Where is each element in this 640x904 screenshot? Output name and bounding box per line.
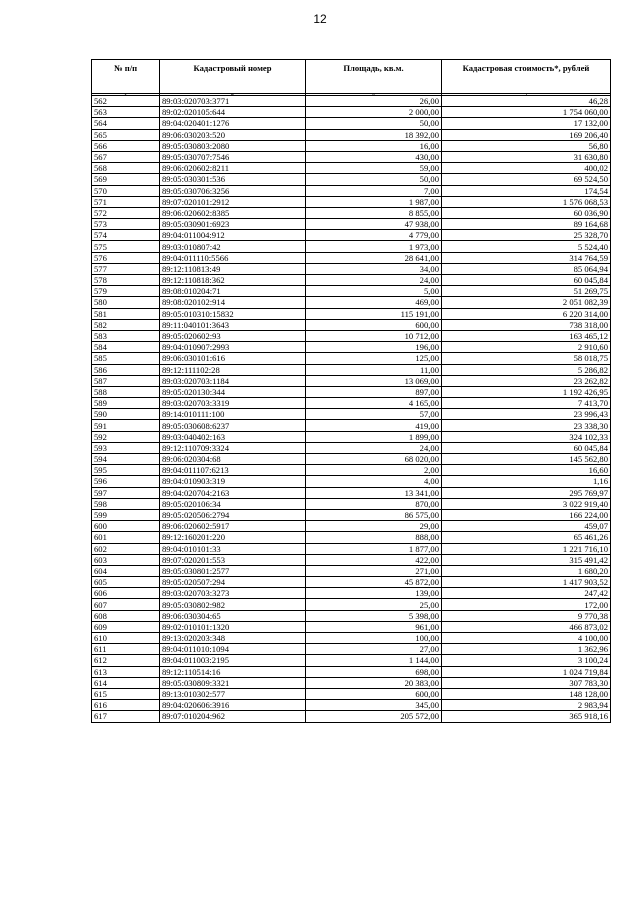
row-number: 592 (92, 431, 160, 442)
row-number: 581 (92, 308, 160, 319)
cost-value: 1,16 (442, 476, 611, 487)
table-row (92, 129, 611, 140)
cost-value: 25 328,70 (442, 230, 611, 241)
area-value: 18 392,00 (306, 129, 442, 140)
area-value: 57,00 (306, 409, 442, 420)
area-value: 28 641,00 (306, 252, 442, 263)
cost-value: 17 132,00 (442, 118, 611, 129)
cost-value: 31 630,80 (442, 151, 611, 162)
cost-value: 247,42 (442, 588, 611, 599)
table-row (92, 487, 611, 498)
area-value: 115 191,00 (306, 308, 442, 319)
cost-value: 365 918,16 (442, 711, 611, 722)
cost-value: 148 128,00 (442, 688, 611, 699)
area-value: 47 938,00 (306, 219, 442, 230)
cadastral-number: 89:06:020602:8211 (160, 163, 306, 174)
table-row (92, 409, 611, 420)
cadastral-number: 89:05:030801:2577 (160, 565, 306, 576)
table-row (92, 420, 611, 431)
cost-value: 1 417 903,52 (442, 577, 611, 588)
row-number: 584 (92, 342, 160, 353)
cadastral-number: 89:05:030608:6237 (160, 420, 306, 431)
area-value: 196,00 (306, 342, 442, 353)
area-value: 27,00 (306, 644, 442, 655)
cadastral-number: 89:04:020401:1276 (160, 118, 306, 129)
table-row (92, 655, 611, 666)
table-row (92, 644, 611, 655)
table-row (92, 140, 611, 151)
row-number: 572 (92, 207, 160, 218)
row-number: 575 (92, 241, 160, 252)
row-number: 597 (92, 487, 160, 498)
row-number: 577 (92, 263, 160, 274)
cost-value: 2 983,94 (442, 700, 611, 711)
table-row (92, 554, 611, 565)
cadastral-number: 89:03:020703:3273 (160, 588, 306, 599)
cost-value: 163 465,12 (442, 330, 611, 341)
cadastral-number: 89:04:020606:3916 (160, 700, 306, 711)
table-row (92, 633, 611, 644)
cost-value: 23 338,30 (442, 420, 611, 431)
row-number: 568 (92, 163, 160, 174)
table-row (92, 230, 611, 241)
cost-value: 174,54 (442, 185, 611, 196)
area-value: 2 000,00 (306, 107, 442, 118)
cadastral-number: 89:04:010101:33 (160, 543, 306, 554)
table-row (92, 196, 611, 207)
table-row (92, 96, 611, 107)
cost-value: 466 873,02 (442, 621, 611, 632)
cost-value: 738 318,00 (442, 319, 611, 330)
area-value: 888,00 (306, 532, 442, 543)
cadastral-number: 89:03:040402:163 (160, 431, 306, 442)
row-number: 570 (92, 185, 160, 196)
cadastral-number: 89:06:030101:616 (160, 353, 306, 364)
cadastral-number: 89:04:010903:319 (160, 476, 306, 487)
area-value: 100,00 (306, 633, 442, 644)
area-value: 1 144,00 (306, 655, 442, 666)
table-row (92, 688, 611, 699)
cost-value: 1 221 716,10 (442, 543, 611, 554)
area-value: 419,00 (306, 420, 442, 431)
table-row (92, 297, 611, 308)
area-value: 1 987,00 (306, 196, 442, 207)
cadastral-number: 89:04:011010:1094 (160, 644, 306, 655)
area-value: 698,00 (306, 666, 442, 677)
row-number: 598 (92, 498, 160, 509)
area-value: 139,00 (306, 588, 442, 599)
row-number: 587 (92, 375, 160, 386)
table-row (92, 342, 611, 353)
table-row (92, 174, 611, 185)
cadastral-number: 89:05:030301:536 (160, 174, 306, 185)
cadastral-number: 89:06:020602:8385 (160, 207, 306, 218)
cost-value: 56,80 (442, 140, 611, 151)
cost-value: 145 562,80 (442, 454, 611, 465)
row-number: 573 (92, 219, 160, 230)
row-number: 578 (92, 275, 160, 286)
row-number: 606 (92, 588, 160, 599)
area-value: 897,00 (306, 386, 442, 397)
table-row (92, 286, 611, 297)
table-row (92, 588, 611, 599)
cost-value: 85 064,94 (442, 263, 611, 274)
row-number: 574 (92, 230, 160, 241)
cost-value: 315 491,42 (442, 554, 611, 565)
table-row (92, 442, 611, 453)
cadastral-number: 89:07:020201:553 (160, 554, 306, 565)
cadastral-number: 89:05:030803:2080 (160, 140, 306, 151)
row-number: 569 (92, 174, 160, 185)
table-row (92, 565, 611, 576)
table-row (92, 543, 611, 554)
table-header-row (92, 60, 611, 94)
area-value: 45 872,00 (306, 577, 442, 588)
cadastral-number: 89:12:160201:220 (160, 532, 306, 543)
cadastral-number: 89:03:020703:3771 (160, 96, 306, 107)
cadastral-number: 89:05:030707:7546 (160, 151, 306, 162)
table-row (92, 319, 611, 330)
area-value: 13 069,00 (306, 375, 442, 386)
cadastral-number: 89:12:110514:16 (160, 666, 306, 677)
area-value: 11,00 (306, 364, 442, 375)
cadastral-number: 89:12:111102:28 (160, 364, 306, 375)
row-number: 563 (92, 107, 160, 118)
row-number: 595 (92, 465, 160, 476)
cadastral-number: 89:08:010204:71 (160, 286, 306, 297)
area-value: 50,00 (306, 118, 442, 129)
cadastral-number: 89:05:020106:34 (160, 498, 306, 509)
row-number: 600 (92, 521, 160, 532)
cadastral-number: 89:05:030802:982 (160, 599, 306, 610)
row-number: 612 (92, 655, 160, 666)
area-value: 24,00 (306, 275, 442, 286)
area-value: 600,00 (306, 319, 442, 330)
cost-value: 89 164,68 (442, 219, 611, 230)
area-value: 4,00 (306, 476, 442, 487)
cost-value: 314 764,59 (442, 252, 611, 263)
header-cadastral-number: Кадастровый номер (160, 60, 306, 94)
cadastral-number: 89:04:011004:912 (160, 230, 306, 241)
cost-value: 69 524,50 (442, 174, 611, 185)
area-value: 29,00 (306, 521, 442, 532)
row-number: 599 (92, 509, 160, 520)
table-row (92, 711, 611, 722)
cost-value: 166 224,00 (442, 509, 611, 520)
row-number: 588 (92, 386, 160, 397)
page-number: 12 (313, 12, 327, 26)
table-body (92, 96, 611, 723)
cadastral-number: 89:02:020105:644 (160, 107, 306, 118)
area-value: 345,00 (306, 700, 442, 711)
cost-value: 6 220 314,00 (442, 308, 611, 319)
area-value: 4 165,00 (306, 398, 442, 409)
cost-value: 23 996,43 (442, 409, 611, 420)
table-row (92, 163, 611, 174)
area-value: 16,00 (306, 140, 442, 151)
area-value: 5 398,00 (306, 610, 442, 621)
table-row (92, 353, 611, 364)
table-row (92, 219, 611, 230)
row-number: 589 (92, 398, 160, 409)
cadastral-number: 89:04:011003:2195 (160, 655, 306, 666)
area-value: 7,00 (306, 185, 442, 196)
cadastral-number: 89:05:020602:93 (160, 330, 306, 341)
area-value: 1 899,00 (306, 431, 442, 442)
cost-value: 60 045,84 (442, 275, 611, 286)
area-value: 10 712,00 (306, 330, 442, 341)
area-value: 125,00 (306, 353, 442, 364)
cadastral-number: 89:06:020304:68 (160, 454, 306, 465)
cadastral-number: 89:05:020506:2794 (160, 509, 306, 520)
table-row (92, 700, 611, 711)
table-row (92, 509, 611, 520)
table-row (92, 431, 611, 442)
cadastral-number: 89:07:010204:962 (160, 711, 306, 722)
table-row (92, 532, 611, 543)
row-number: 601 (92, 532, 160, 543)
cadastral-number: 89:11:040101:3643 (160, 319, 306, 330)
area-value: 24,00 (306, 442, 442, 453)
cost-value: 16,60 (442, 465, 611, 476)
cost-value: 172,00 (442, 599, 611, 610)
row-number: 594 (92, 454, 160, 465)
cadastral-number: 89:03:020703:1184 (160, 375, 306, 386)
area-value: 422,00 (306, 554, 442, 565)
cadastral-number: 89:05:030901:6923 (160, 219, 306, 230)
table-row (92, 610, 611, 621)
cadastral-number: 89:02:010101:1320 (160, 621, 306, 632)
cadastral-number: 89:07:020101:2912 (160, 196, 306, 207)
row-number: 576 (92, 252, 160, 263)
area-value: 34,00 (306, 263, 442, 274)
table-row (92, 263, 611, 274)
area-value: 600,00 (306, 688, 442, 699)
cadastral-number: 89:03:020703:3319 (160, 398, 306, 409)
cadastral-number: 89:05:030809:3321 (160, 677, 306, 688)
row-number: 567 (92, 151, 160, 162)
table-row (92, 454, 611, 465)
table-row (92, 599, 611, 610)
table-row (92, 252, 611, 263)
table-row (92, 677, 611, 688)
cost-value: 400,02 (442, 163, 611, 174)
cost-value: 1 024 719,84 (442, 666, 611, 677)
cost-value: 324 102,33 (442, 431, 611, 442)
row-number: 586 (92, 364, 160, 375)
area-value: 5,00 (306, 286, 442, 297)
cadastral-number: 89:12:110818:362 (160, 275, 306, 286)
cost-value: 23 262,82 (442, 375, 611, 386)
cadastral-number: 89:13:010302:577 (160, 688, 306, 699)
table-row (92, 398, 611, 409)
cost-value: 2 051 082,39 (442, 297, 611, 308)
cadastral-number: 89:05:010310:15832 (160, 308, 306, 319)
table-row (92, 207, 611, 218)
cost-value: 1 192 426,95 (442, 386, 611, 397)
table-row (92, 308, 611, 319)
row-number: 614 (92, 677, 160, 688)
cost-value: 7 413,70 (442, 398, 611, 409)
cost-value: 1 576 068,53 (442, 196, 611, 207)
cadastral-number: 89:06:030203:520 (160, 129, 306, 140)
cost-value: 169 206,40 (442, 129, 611, 140)
cadastral-table (91, 59, 611, 723)
area-value: 86 575,00 (306, 509, 442, 520)
row-number: 562 (92, 96, 160, 107)
cadastral-number: 89:06:030304:65 (160, 610, 306, 621)
row-number: 565 (92, 129, 160, 140)
row-number: 616 (92, 700, 160, 711)
cost-value: 9 770,38 (442, 610, 611, 621)
cost-value: 4 100,00 (442, 633, 611, 644)
cadastral-number: 89:12:110709:3324 (160, 442, 306, 453)
area-value: 469,00 (306, 297, 442, 308)
cost-value: 459,07 (442, 521, 611, 532)
row-number: 580 (92, 297, 160, 308)
cost-value: 3 100,24 (442, 655, 611, 666)
cadastral-number: 89:13:020203:348 (160, 633, 306, 644)
cost-value: 65 461,26 (442, 532, 611, 543)
table-row (92, 241, 611, 252)
cost-value: 307 783,30 (442, 677, 611, 688)
table-row (92, 498, 611, 509)
area-value: 20 383,00 (306, 677, 442, 688)
area-value: 271,00 (306, 565, 442, 576)
area-value: 13 341,00 (306, 487, 442, 498)
cost-value: 3 022 919,40 (442, 498, 611, 509)
table-row (92, 185, 611, 196)
row-number: 605 (92, 577, 160, 588)
header-number: № п/п (92, 60, 160, 94)
row-number: 608 (92, 610, 160, 621)
row-number: 579 (92, 286, 160, 297)
cadastral-number: 89:04:010907:2993 (160, 342, 306, 353)
cost-value: 1 754 060,00 (442, 107, 611, 118)
area-value: 25,00 (306, 599, 442, 610)
row-number: 591 (92, 420, 160, 431)
cost-value: 1 362,96 (442, 644, 611, 655)
table-row (92, 330, 611, 341)
row-number: 615 (92, 688, 160, 699)
area-value: 2,00 (306, 465, 442, 476)
area-value: 59,00 (306, 163, 442, 174)
table-row (92, 118, 611, 129)
cost-value: 5 524,40 (442, 241, 611, 252)
cadastral-number: 89:04:011107:6213 (160, 465, 306, 476)
row-number: 566 (92, 140, 160, 151)
cadastral-number: 89:05:020130:344 (160, 386, 306, 397)
row-number: 603 (92, 554, 160, 565)
row-number: 582 (92, 319, 160, 330)
row-number: 583 (92, 330, 160, 341)
cost-value: 58 018,75 (442, 353, 611, 364)
table-row (92, 521, 611, 532)
table-row (92, 107, 611, 118)
cadastral-number: 89:08:020102:914 (160, 297, 306, 308)
table-row (92, 465, 611, 476)
header-area: Площадь, кв.м. (306, 60, 442, 94)
cost-value: 60 036,90 (442, 207, 611, 218)
cost-value: 1 680,20 (442, 565, 611, 576)
area-value: 1 973,00 (306, 241, 442, 252)
row-number: 611 (92, 644, 160, 655)
table-row (92, 577, 611, 588)
row-number: 607 (92, 599, 160, 610)
table-row (92, 375, 611, 386)
cadastral-number: 89:03:010807:42 (160, 241, 306, 252)
cost-value: 60 045,84 (442, 442, 611, 453)
cadastral-number: 89:12:110813:49 (160, 263, 306, 274)
row-number: 604 (92, 565, 160, 576)
area-value: 68 020,00 (306, 454, 442, 465)
row-number: 590 (92, 409, 160, 420)
row-number: 571 (92, 196, 160, 207)
cadastral-number: 89:05:020507:294 (160, 577, 306, 588)
cadastral-number: 89:04:020704:2163 (160, 487, 306, 498)
header-cadastral-cost: Кадастровая стоимость*, рублей (442, 60, 611, 94)
table-row (92, 275, 611, 286)
cadastral-number: 89:04:011110:5566 (160, 252, 306, 263)
area-value: 1 877,00 (306, 543, 442, 554)
cost-value: 46,28 (442, 96, 611, 107)
area-value: 870,00 (306, 498, 442, 509)
row-number: 613 (92, 666, 160, 677)
table-row (92, 151, 611, 162)
area-value: 205 572,00 (306, 711, 442, 722)
table-row (92, 476, 611, 487)
row-number: 609 (92, 621, 160, 632)
cadastral-number: 89:06:020602:5917 (160, 521, 306, 532)
cost-value: 295 769,97 (442, 487, 611, 498)
table-row (92, 666, 611, 677)
table-row (92, 364, 611, 375)
row-number: 596 (92, 476, 160, 487)
table-row (92, 386, 611, 397)
cost-value: 2 910,60 (442, 342, 611, 353)
cost-value: 51 269,75 (442, 286, 611, 297)
row-number: 585 (92, 353, 160, 364)
row-number: 617 (92, 711, 160, 722)
row-number: 593 (92, 442, 160, 453)
area-value: 961,00 (306, 621, 442, 632)
table-row (92, 621, 611, 632)
cost-value: 5 286,82 (442, 364, 611, 375)
cadastral-number: 89:14:010111:100 (160, 409, 306, 420)
row-number: 602 (92, 543, 160, 554)
row-number: 610 (92, 633, 160, 644)
area-value: 26,00 (306, 96, 442, 107)
area-value: 8 855,00 (306, 207, 442, 218)
area-value: 430,00 (306, 151, 442, 162)
area-value: 4 779,00 (306, 230, 442, 241)
row-number: 564 (92, 118, 160, 129)
cadastral-number: 89:05:030706:3256 (160, 185, 306, 196)
area-value: 50,00 (306, 174, 442, 185)
